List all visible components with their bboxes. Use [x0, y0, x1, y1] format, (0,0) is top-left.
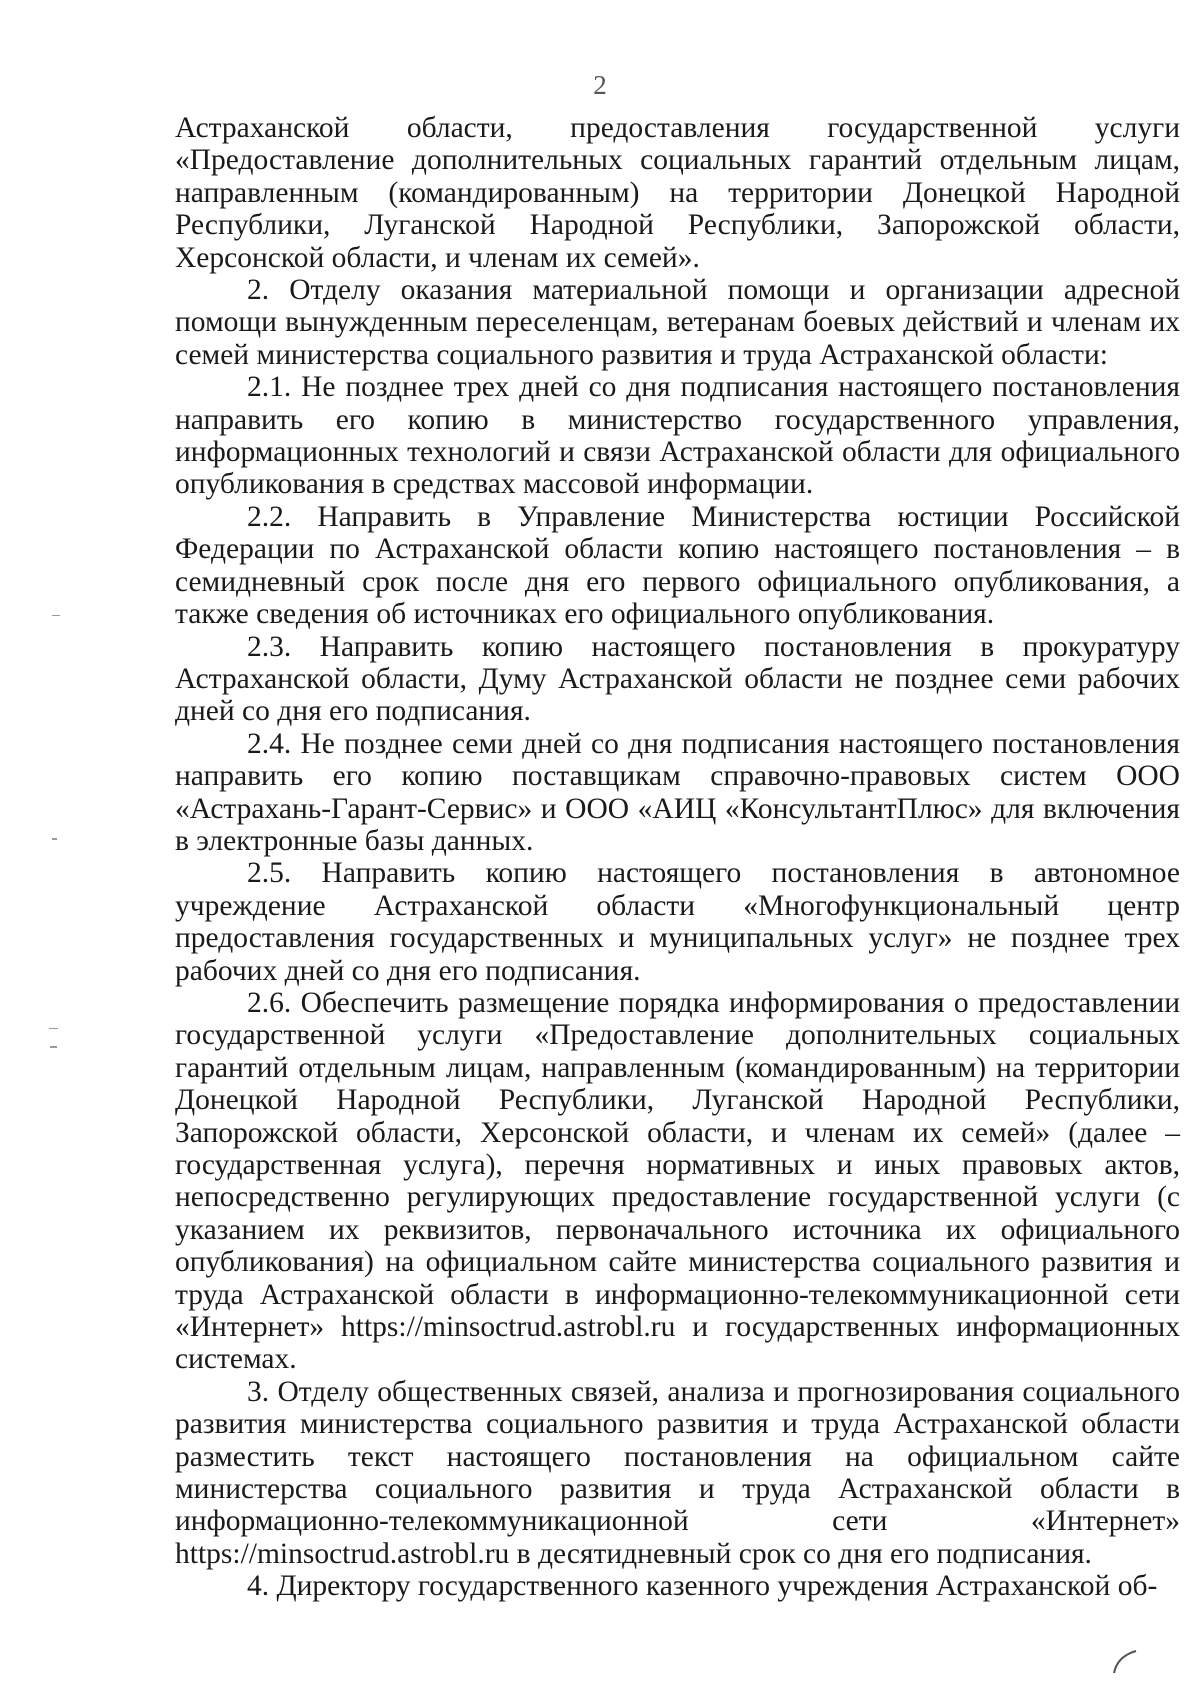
document-body — [175, 112, 1180, 1603]
scan-mark — [49, 1028, 58, 1029]
corner-scan-mark — [1110, 1645, 1140, 1675]
paragraph-4: 4. Директору государственного казенного учреждения Астраханской об- — [247, 1570, 1158, 1603]
paragraph-3: 3. Отделу общественных связей, анализа и прогнозирования социального развития министерства социального развития и труда Астраханской области разместить текст настоящего постановления на официальном сайте министерства социального развития и труда Астраханской области в информационно-телекоммуникационной сети «Интернет» https://minsoctrud.astrobl.ru в десятидневный срок со дня его подписания. — [175, 1375, 1180, 1570]
page-number: 2 — [593, 70, 607, 100]
paragraph-2-4: 2.4. Не позднее семи дней со дня подписания настоящего постановления направить его копию поставщикам справочно-правовых систем ООО «Астрахань-Гарант-Сервис» и ООО «АИЦ «КонсультантПлюс» для включения в электронные базы данных. — [175, 727, 1180, 857]
paragraph-2-3: 2.3. Направить копию настоящего постановления в прокуратуру Астраханской области, Думу Астраханской области не позднее семи рабочих дней со дня его подписания. — [175, 630, 1180, 728]
scan-mark — [52, 615, 60, 616]
paragraph-2-5: 2.5. Направить копию настоящего постановления в автономное учреждение Астраханской области «Многофункциональный центр предоставления государственных и муниципальных услуг» не позднее трех рабочих дней со дня его подписания. — [175, 857, 1180, 987]
paragraph-2: 2. Отделу оказания материальной помощи и организации адресной помощи вынужденным переселенцам, ветеранам боевых действий и членам их семей министерства социального развития и труда Астраханской области: — [175, 274, 1180, 371]
paragraph-2-1: 2.1. Не позднее трех дней со дня подписания настоящего постановления направить его копию в министерство государственного управления, информационных технологий и связи Астраханской области для официального опубликования в средствах массовой информации. — [175, 371, 1180, 501]
paragraph-2-6: 2.6. Обеспечить размещение порядка информирования о предоставлении государственной услуги «Предоставление дополнительных социальных гарантий отдельным лицам, направленным (командированным) на территории Донецкой Народной Республики, Луганской Народной Республики, Запорожской области, Херсонской области, и членам их семей» (далее – государственная услуга), перечня нормативных и иных правовых актов, непосредственно регулирующих предоставление государственной услуги (с указанием их реквизитов, первоначального источника их официального опубликования) на официальном сайте министерства социального развития и труда Астраханской области в информационно-телекоммуникационной сети «Интернет» https://minsoctrud.astrobl.ru и государственных информационных системах. — [175, 986, 1180, 1376]
paragraph-2-2: 2.2. Направить в Управление Министерства юстиции Российской Федерации по Астраханской области копию настоящего постановления – в семидневный срок после дня его первого официального опубликования, а также сведения об источниках его официального опубликования. — [175, 500, 1180, 631]
scan-mark — [52, 838, 57, 840]
paragraph-continuation: Астраханской области, предоставления государственной услуги «Предоставление дополнительных социальных гарантий отдельным лицам, направленным (командированным) на территории Донецкой Народной Республики, Луганской Народной Республики, Запорожской области, Херсонской области, и членам их семей». — [175, 112, 1180, 274]
scan-mark — [50, 1046, 57, 1048]
